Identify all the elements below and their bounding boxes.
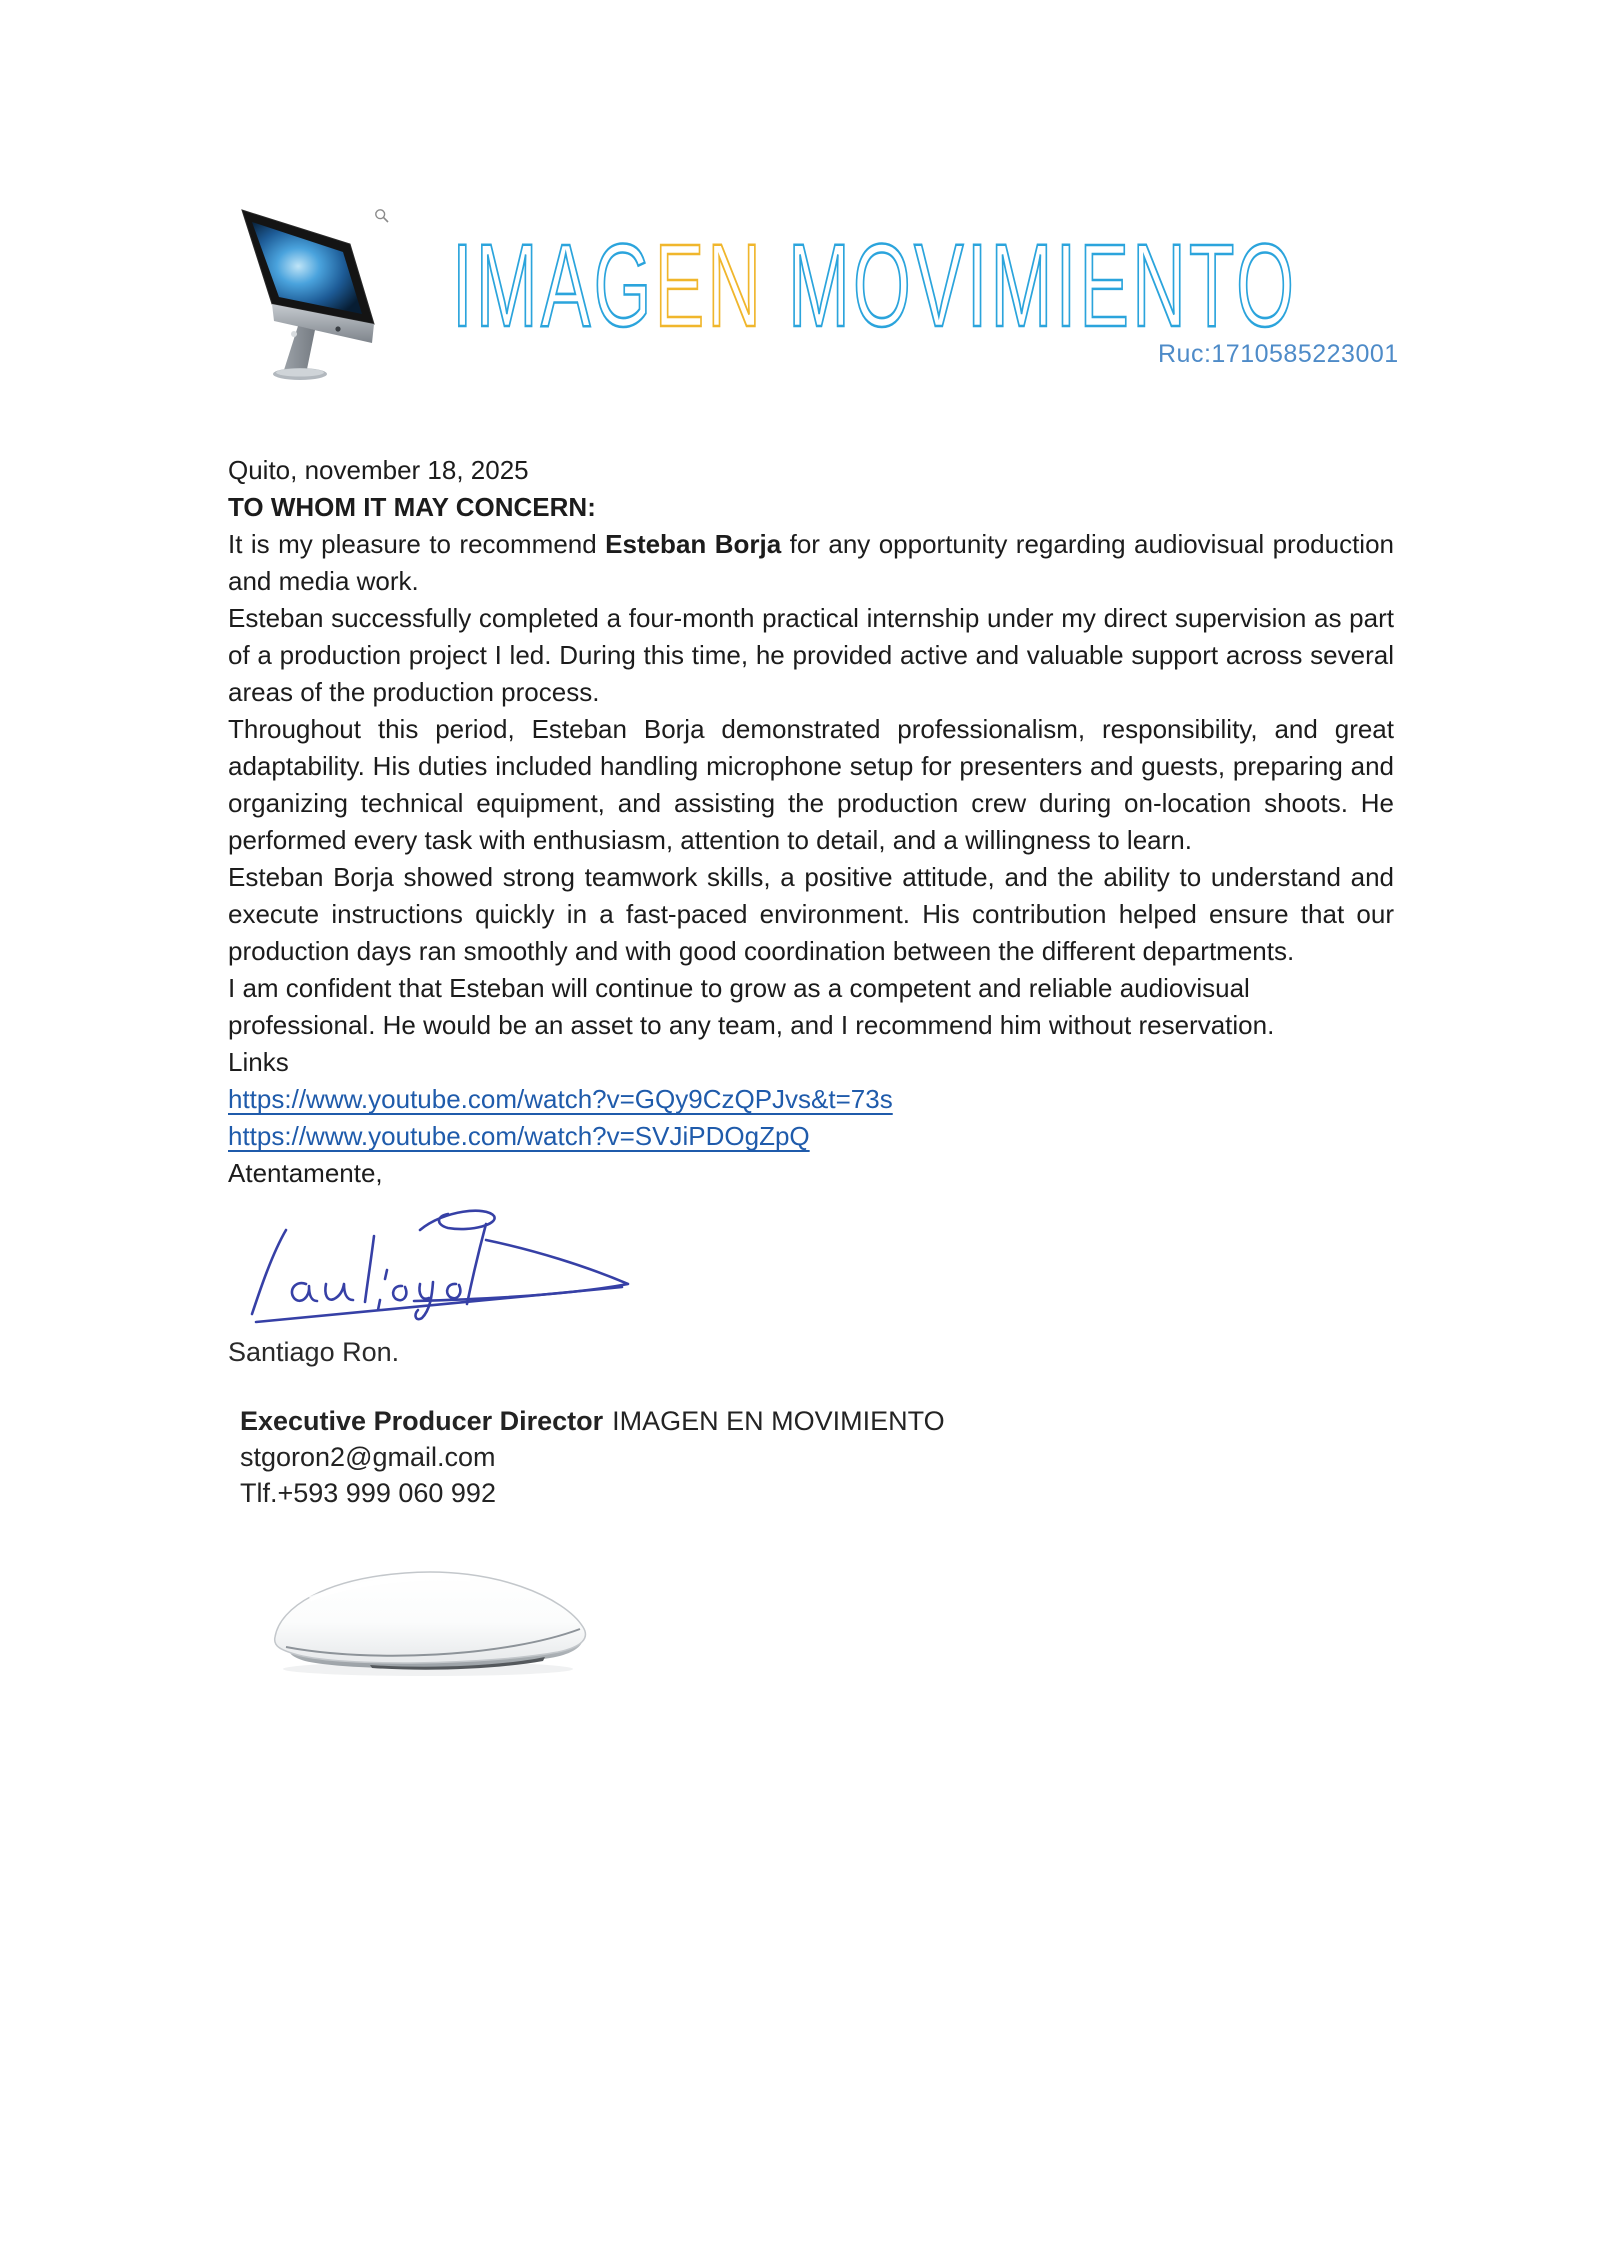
magic-mouse-photo [250, 1553, 1394, 1693]
signer-title: Executive Producer Director [240, 1406, 604, 1436]
brand-text-imag: IMAG [452, 224, 655, 349]
paragraph-intro [228, 526, 1394, 600]
paragraph-teamwork: Esteban Borja showed strong teamwork skills, a positive attitude, and the ability to understand and execute instructions quickly in a fast-paced environment. His contribution helped ensure that our production days ran smoothly and with good coordination between the different departments. [228, 862, 1394, 966]
salutation: TO WHOM IT MAY CONCERN: [228, 492, 596, 522]
signer-contact-block [240, 1403, 1394, 1511]
letter-body [228, 452, 1394, 1693]
links-label: Links [228, 1047, 289, 1077]
svg-text:IMAGEN MOVIMIENTO [452, 224, 1297, 349]
signer-phone: Tlf.+593 999 060 992 [240, 1478, 496, 1508]
signer-email: stgoron2@gmail.com [240, 1442, 496, 1472]
signer-name: Santiago Ron. [228, 1337, 400, 1367]
link-line-1 [228, 1081, 1394, 1118]
paragraph-intro-prefix: It is my pleasure to recommend [228, 529, 606, 559]
link-line-2 [228, 1118, 1394, 1155]
paragraph-duties: Throughout this period, Esteban Borja demonstrated professionalism, responsibility, and great adaptability. His duties included handling microphone setup for presenters and guests, preparing and organizing technical equipment, and assisting the production crew during on-location shoots. He performed every task with enthusiasm, attention to detail, and a willingness to learn. [228, 714, 1394, 855]
youtube-link-2[interactable]: https://www.youtube.com/watch?v=SVJiPDOgZpQ [228, 1121, 810, 1151]
ruc-number: Ruc:1710585223001 [1158, 340, 1399, 368]
paragraph-confidence: I am confident that Esteban will continue to grow as a competent and reliable audiovisual professional. He would be an asset to any team, and I recommend him without reservation. [228, 973, 1275, 1040]
candidate-name: Esteban Borja [605, 529, 782, 559]
paragraph-intro-suffix: for any opportunity regarding audiovisual production and media work. [228, 529, 1394, 596]
magnifier-icon [374, 208, 390, 224]
brand-text-movimiento: MOVIMIENTO [764, 224, 1298, 349]
brand-text-en: EN [654, 224, 765, 349]
signature-image [234, 1202, 1394, 1334]
signer-title-line [240, 1403, 1394, 1439]
brand-wordmark [452, 224, 1372, 349]
letter-date: Quito, november 18, 2025 [228, 455, 529, 485]
closing-word: Atentamente, [228, 1158, 383, 1188]
paragraph-internship: Esteban successfully completed a four-month practical internship under my direct supervision as part of a production project I led. During this time, he provided active and valuable support across several areas of the production process. [228, 603, 1394, 707]
signer-company: IMAGEN EN MOVIMIENTO [612, 1406, 945, 1436]
youtube-link-1[interactable]: https://www.youtube.com/watch?v=GQy9CzQPJvs&t=73s [228, 1084, 893, 1114]
